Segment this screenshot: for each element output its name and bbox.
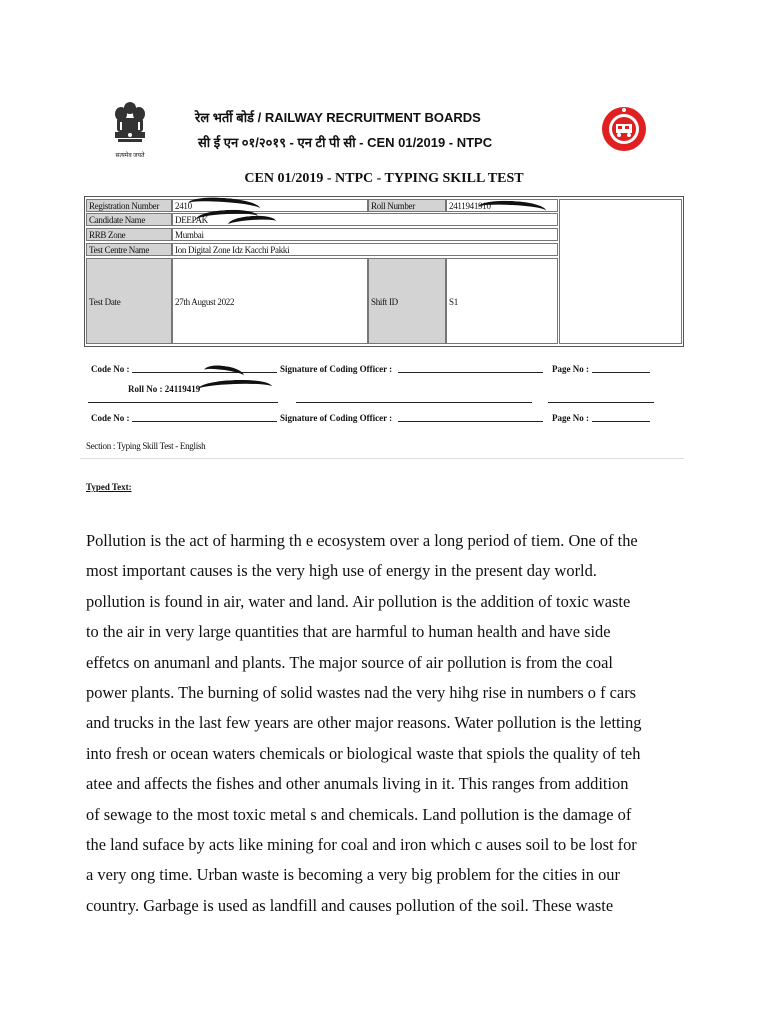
passage-line: into fresh or ocean waters chemicals or biological waste that spiols the quality of teh [86, 743, 641, 763]
passage-line: atee and affects the fishes and other anumals living in it. This ranges from addition [86, 774, 629, 794]
photo-box [559, 199, 682, 344]
code-no-label: Code No : [91, 364, 130, 374]
shift-id-label: Shift ID [368, 258, 446, 344]
passage-line: a very ong time. Urban waste is becoming a very big problem for the cities in our [86, 865, 620, 885]
header-title-line1: रेल भर्ती बोर्ड / RAILWAY RECRUITMENT BOARDS [195, 110, 481, 125]
typed-text-label: Typed Text: [86, 482, 132, 492]
registration-value: 2410 [172, 199, 368, 212]
page-no-field [592, 372, 650, 373]
page-no-label-2: Page No : [552, 413, 589, 423]
roll-number-label: Roll Number [368, 199, 446, 212]
passage-line: of sewage to the most toxic metal s and chemicals. Land pollution is the damage of [86, 804, 632, 824]
test-date-value: 27th August 2022 [172, 258, 368, 344]
emblem-caption: सत्यमेव जयते [115, 153, 145, 159]
redaction-mark [198, 379, 273, 398]
passage-line: pollution is found in air, water and land. Air pollution is the addition of toxic waste [86, 591, 631, 611]
signature-label: Signature of Coding Officer : [280, 364, 393, 374]
blank-line [296, 402, 532, 403]
section-divider [80, 458, 684, 459]
document-title: CEN 01/2019 - NTPC - TYPING SKILL TEST [244, 171, 524, 186]
test-date-label: Test Date [86, 258, 172, 344]
passage-line: the land suface by acts like mining for coal and iron which c auses soil to be lost for [86, 835, 637, 855]
passage-line: country. Garbage is used as landfill and causes pollution of the soil. These waste [86, 895, 614, 915]
code-no-field-2 [132, 421, 277, 422]
rrb-zone-value: Mumbai [172, 228, 558, 241]
indian-railways-logo-icon [601, 106, 647, 152]
page-no-field-2 [592, 421, 650, 422]
typed-passage [86, 526, 706, 921]
signature-field-2 [398, 421, 543, 422]
blank-line [548, 402, 654, 403]
test-centre-value: Ion Digital Zone Idz Kacchi Pakki [172, 243, 558, 256]
candidate-name-value: DEEPAK [172, 213, 558, 226]
code-no-label-2: Code No : [91, 413, 130, 423]
page-no-label: Page No : [552, 364, 589, 374]
section-label: Section : Typing Skill Test - English [86, 441, 206, 451]
blank-line [88, 402, 278, 403]
test-centre-label: Test Centre Name [86, 243, 172, 256]
passage-line: power plants. The burning of solid wastes nad the very hihg rise in numbers o f cars [86, 683, 637, 703]
shift-id-value: S1 [446, 258, 558, 344]
roll-no-line: Roll No : 24119419 [128, 384, 201, 394]
rrb-zone-label: RRB Zone [86, 228, 172, 241]
registration-label: Registration Number [86, 199, 172, 212]
passage-line: most important causes is the very high use of energy in the present day world. [86, 561, 597, 581]
roll-number-value: 2411941910 [446, 199, 558, 212]
passage-line: Pollution is the act of harming th e ecosystem over a long period of tiem. One of the [86, 531, 638, 550]
passage-line: effetcs on anumanl and plants. The major source of air pollution is from the coal [86, 652, 613, 672]
header-title-line2: सी ई एन ०१/२०१९ - एन टी पी सी - CEN 01/2019 - NTPC [198, 135, 493, 150]
candidate-name-label: Candidate Name [86, 213, 172, 226]
passage-line: and trucks in the last few years are other major reasons. Water pollution is the letting [86, 713, 642, 733]
passage-line: to the air in very large quantities that are harmful to human health and have side [86, 622, 611, 642]
signature-label-2: Signature of Coding Officer : [280, 413, 393, 423]
signature-field [398, 372, 543, 373]
